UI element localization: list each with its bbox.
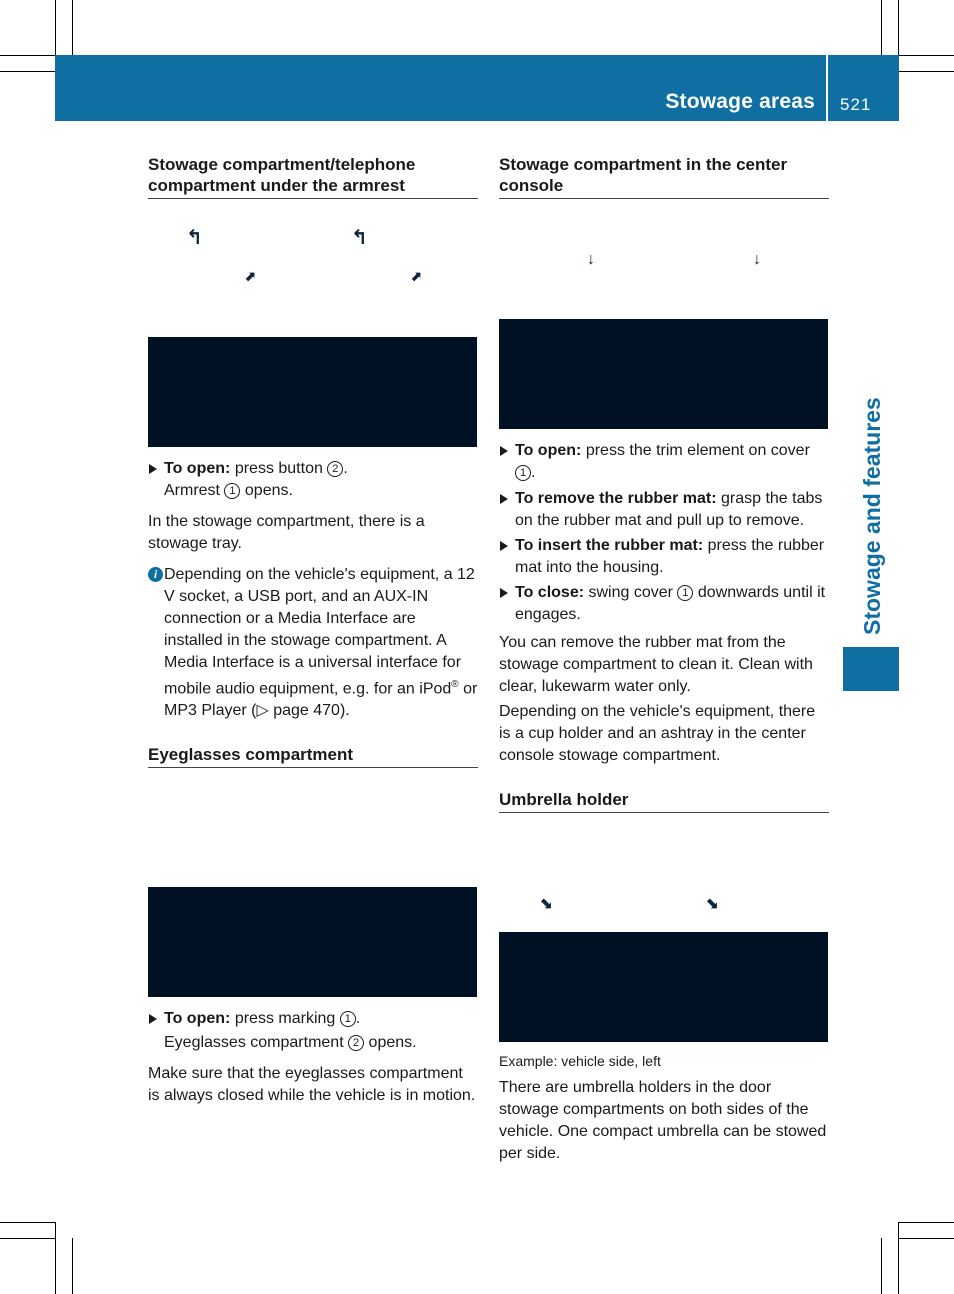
step-text: press the trim element on cover (585, 442, 810, 459)
center-open-step: To open: press the trim element on cover 1 . (499, 440, 829, 484)
crop-mark (899, 71, 954, 72)
step-label: To open: (164, 1010, 231, 1028)
step-text: swing cover (588, 584, 673, 601)
illustration-panel (499, 319, 828, 429)
crop-mark (72, 0, 73, 55)
step-label: To open: (164, 460, 231, 477)
step-label: To remove the rubber mat: (515, 490, 717, 507)
callout-number: 1 (340, 1011, 356, 1027)
step-text: press button (234, 460, 323, 477)
down-arrow-icon: ↓ (587, 251, 595, 268)
left-column (148, 154, 478, 1107)
callout-number: 1 (515, 465, 531, 481)
info-icon: i (148, 567, 163, 582)
crop-mark (881, 0, 882, 55)
armrest-open-step: To open: press button 2 . (148, 458, 478, 480)
insert-arrow-icon: ⬊ (539, 895, 553, 912)
center-console-heading: Stowage compartment in the center console (499, 154, 829, 199)
step-text: press marking (234, 1010, 336, 1028)
remove-mat-step (499, 488, 829, 532)
result-text: Eyeglasses compartment (164, 1034, 344, 1052)
crop-mark (0, 1238, 55, 1239)
callout-number: 1 (224, 483, 240, 499)
center-paragraph-clean: You can remove the rubber mat from the stowage compartment to clean it. Clean with clear, lukewarm water only. (499, 634, 813, 695)
step-text: grasp the tabs on the rubber mat and pull up to remove. (515, 490, 823, 529)
illustration-panel (499, 932, 828, 1042)
chapter-tab-label: Stowage and features (859, 397, 885, 635)
crop-mark (72, 1238, 73, 1294)
step-text-end: downwards until it engages. (515, 584, 826, 623)
eyeglasses-open-step: To open: press marking 1 . (148, 1008, 478, 1030)
armrest-heading: Stowage compartment/telephone compartment under the armrest (148, 154, 478, 199)
crop-mark (881, 1238, 882, 1294)
crop-mark (898, 1222, 899, 1294)
crop-mark (0, 71, 55, 72)
crop-mark (899, 1222, 954, 1223)
armrest-open-result (148, 480, 478, 502)
umbrella-illustration (499, 813, 828, 1042)
section-title: Stowage areas (665, 90, 815, 113)
crop-mark (899, 55, 954, 56)
center-console-illustration (499, 199, 828, 429)
callout-number: 2 (348, 1035, 364, 1051)
crop-mark (0, 55, 55, 56)
step-text: press the rubber mat into the housing. (515, 537, 825, 576)
center-paragraph-equipment: Depending on the vehicle's equipment, there is a cup holder and an ashtray in the center console stowage compartment. (499, 703, 816, 764)
crop-mark (898, 0, 899, 55)
eyeglasses-heading: Eyeglasses compartment (148, 744, 478, 768)
header-divider (826, 55, 828, 121)
open-arrow-icon: ⬈ (244, 268, 256, 284)
insert-mat-step (499, 535, 829, 579)
step-label: To open: (515, 442, 582, 459)
umbrella-caption: Example: vehicle side, left (499, 1053, 661, 1069)
down-arrow-icon: ↓ (753, 251, 761, 268)
callout-number: 2 (327, 461, 343, 477)
registered-mark: ® (451, 679, 459, 690)
crop-mark (55, 0, 56, 55)
eyeglasses-open-result (148, 1032, 478, 1054)
armrest-paragraph: In the stowage compartment, there is a stowage tray. (148, 513, 425, 552)
illustration-panel (148, 887, 477, 997)
step-label: To insert the rubber mat: (515, 537, 704, 554)
right-column (499, 154, 829, 1165)
crop-mark (55, 1222, 56, 1294)
illustration-panel (148, 337, 477, 447)
crop-mark (899, 1238, 954, 1239)
result-text: Armrest (164, 482, 220, 499)
insert-arrow-icon: ⬊ (705, 895, 719, 912)
armrest-note (148, 564, 478, 722)
step-label: To close: (515, 584, 585, 601)
eyeglasses-illustration (148, 768, 477, 997)
eyeglasses-paragraph: Make sure that the eyeglasses compartment is always closed while the vehicle is in motion. (148, 1065, 476, 1105)
close-step (499, 582, 829, 626)
note-tail: or MP3 Player (▷ page 470). (164, 680, 478, 720)
umbrella-paragraph: There are umbrella holders in the door stowage compartments on both sides of the vehicle. One compact umbrella can be stowed per side. (499, 1079, 827, 1162)
result-text-end: opens. (244, 482, 293, 499)
umbrella-heading: Umbrella holder (499, 789, 829, 813)
page-number: 521 (840, 95, 872, 114)
callout-number: 1 (677, 585, 693, 601)
result-text-end: opens. (368, 1034, 417, 1052)
open-arrow-icon: ⬈ (410, 268, 422, 284)
note-text: Depending on the vehicle's equipment, a 12 V socket, a USB port, and an AUX-IN connection or a Media Interface are installed in the stowage compartment. A Media Interface is a universal interface for mobile audio equipment, e.g. for an iPod (164, 566, 475, 698)
press-arrow-icon: ↰ (351, 227, 368, 249)
armrest-illustration (148, 217, 477, 447)
crop-mark (0, 1222, 55, 1223)
press-arrow-icon: ↰ (186, 227, 203, 249)
chapter-tab-marker (843, 647, 899, 691)
